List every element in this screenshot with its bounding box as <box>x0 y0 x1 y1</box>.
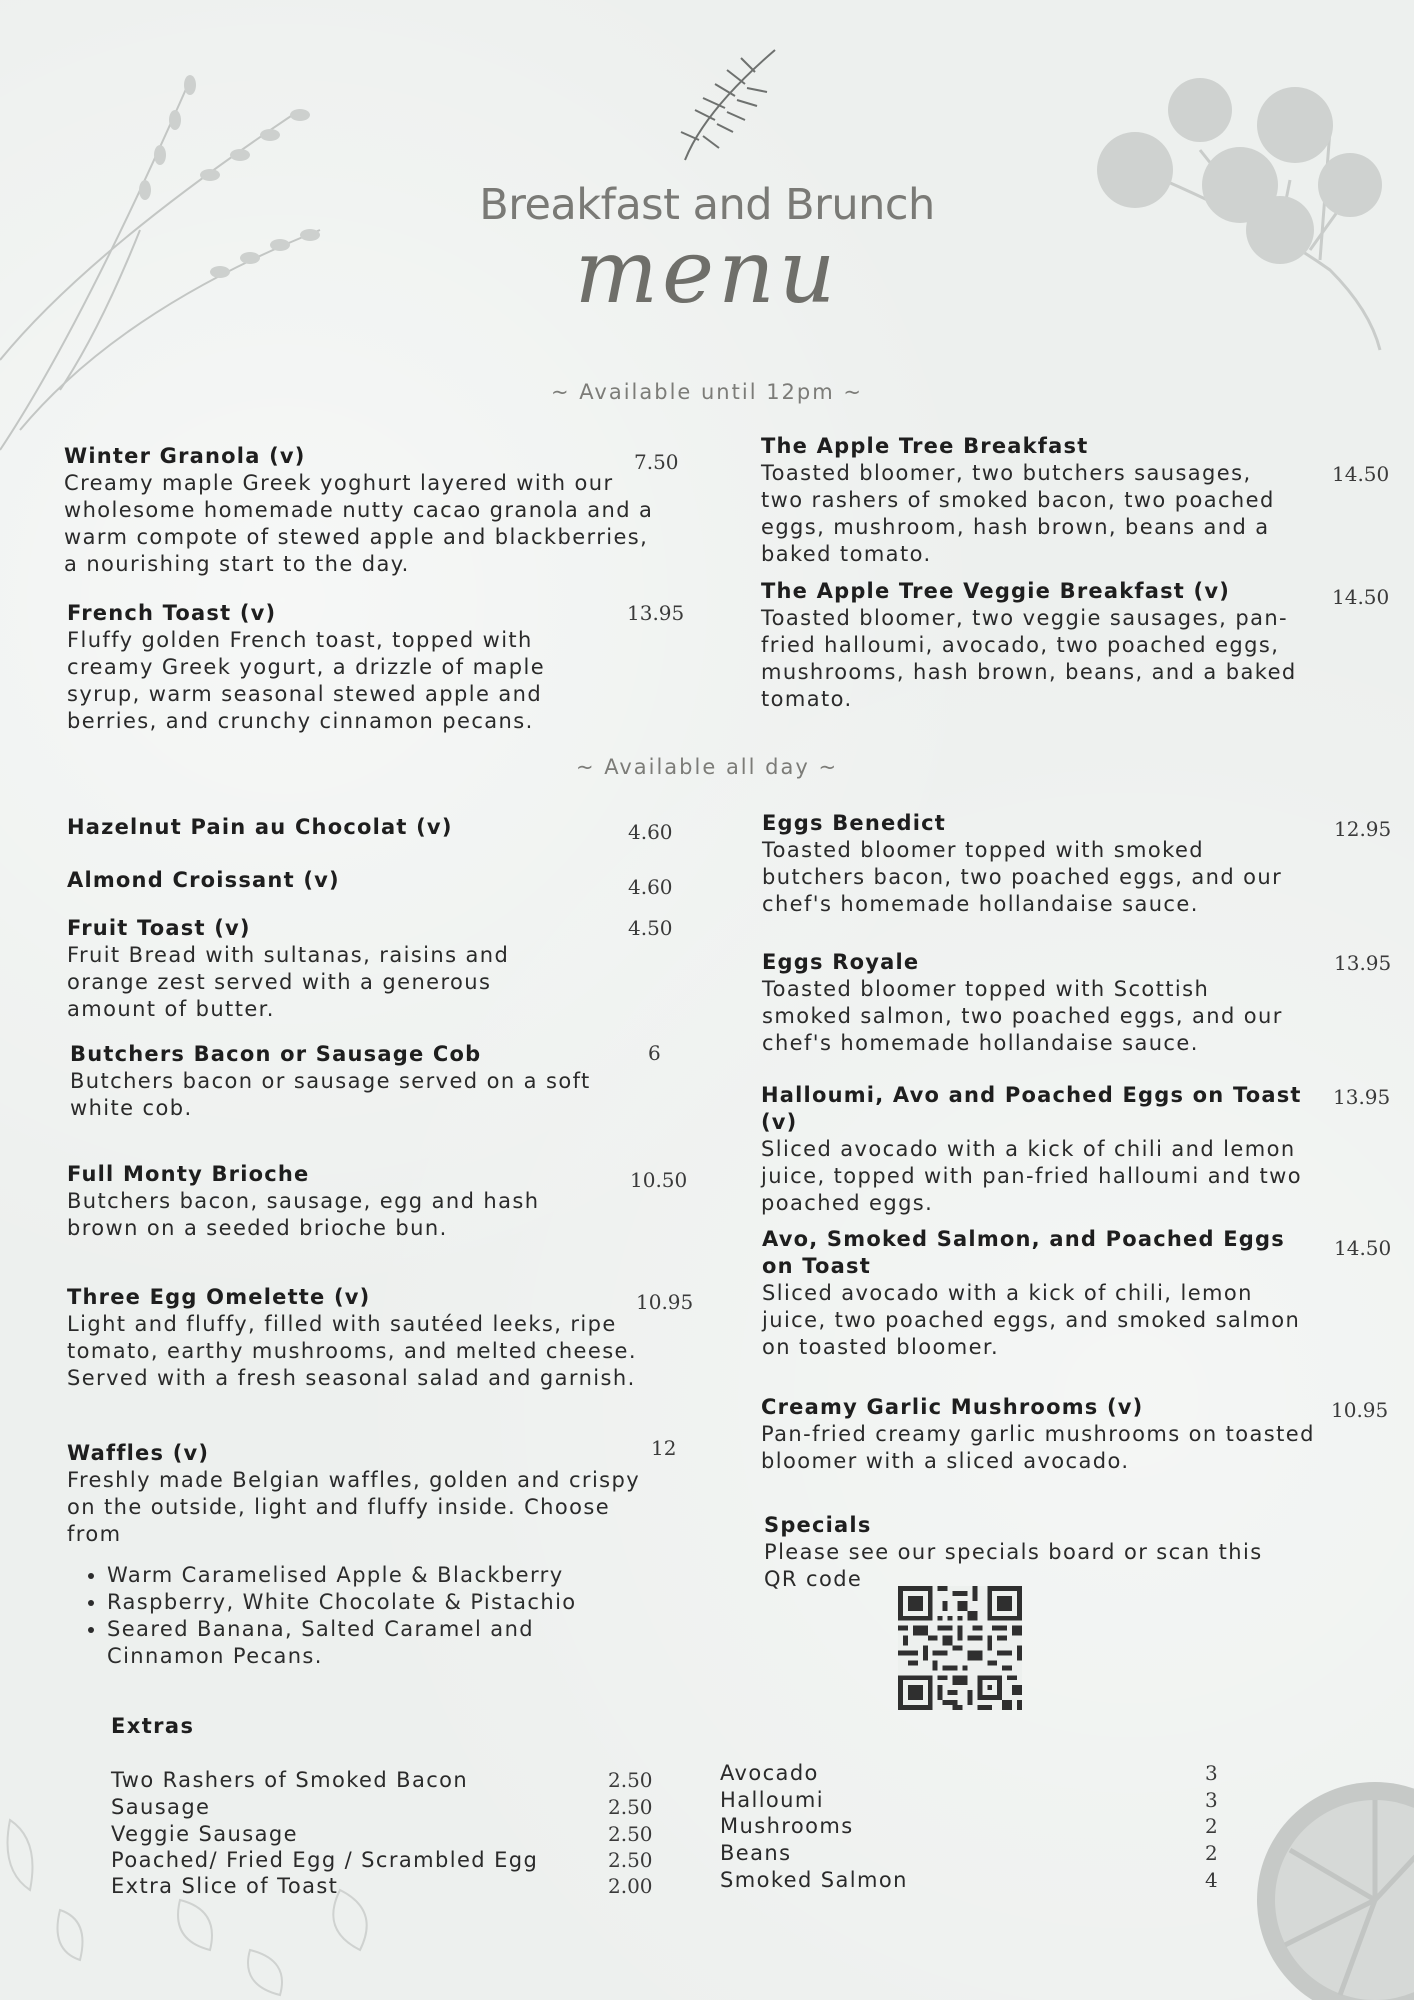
extra-item-name: Veggie Sausage <box>111 1822 298 1846</box>
item-name: Halloumi, Avo and Poached Eggs on Toast (v) <box>761 1083 1302 1134</box>
item-name: Three Egg Omelette (v) <box>67 1285 371 1309</box>
item-description: Fruit Bread with sultanas, raisins and orange zest served with a generous amount of butter. <box>67 943 510 1021</box>
item-name: The Apple Tree Breakfast <box>761 434 1089 458</box>
item-price: 4.50 <box>628 916 673 940</box>
item-name: French Toast (v) <box>67 601 277 625</box>
item-description: Butchers bacon or sausage served on a soft white cob. <box>70 1069 591 1120</box>
item-name: Full Monty Brioche <box>67 1162 310 1186</box>
extra-item-price: 2.00 <box>608 1874 653 1898</box>
extra-item-price: 2.50 <box>608 1822 653 1846</box>
item-name: Winter Granola (v) <box>64 444 306 468</box>
item-price: 10.95 <box>1331 1398 1389 1422</box>
extra-item-price: 2 <box>1205 1814 1218 1838</box>
menu-item <box>761 578 1321 713</box>
extra-item-name: Sausage <box>111 1795 211 1819</box>
item-price: 14.50 <box>1332 585 1390 609</box>
item-description: Sliced avocado with a kick of chili and lemon juice, topped with pan-fried halloumi and two poached eggs. <box>761 1137 1302 1215</box>
menu-item <box>761 1394 1321 1475</box>
specials-text: Please see our specials board or scan this QR code <box>764 1540 1263 1591</box>
extra-item-name: Poached/ Fried Egg / Scrambled Egg <box>111 1848 539 1872</box>
extra-item-price: 3 <box>1205 1788 1218 1812</box>
extra-item-name: Beans <box>720 1841 792 1865</box>
item-price: 13.95 <box>1334 951 1392 975</box>
item-description: Toasted bloomer, two veggie sausages, pan-fried halloumi, avocado, two poached eggs, mushrooms, hash brown, beans, and a baked tomato. <box>761 606 1297 711</box>
item-name: Eggs Benedict <box>762 811 946 835</box>
extra-item-price: 3 <box>1205 1761 1218 1785</box>
item-price: 7.50 <box>634 450 679 474</box>
section-heading-morning: ~ Available until 12pm ~ <box>551 380 863 404</box>
menu-item <box>67 867 627 894</box>
item-description: Pan-fried creamy garlic mushrooms on toasted bloomer with a sliced avocado. <box>761 1422 1315 1473</box>
item-description: Toasted bloomer, two butchers sausages, two rashers of smoked bacon, two poached eggs, mushroom, hash brown, beans and a baked tomato. <box>761 461 1275 566</box>
menu-script-heading: menu <box>574 220 840 323</box>
lemon-slice-icon <box>1245 1765 1414 2000</box>
list-item: • Seared Banana, Salted Caramel and Cinnamon Pecans. <box>107 1616 647 1670</box>
extra-item-price: 4 <box>1205 1868 1218 1892</box>
herb-sprig-icon <box>655 40 785 170</box>
specials-title: Specials <box>764 1513 872 1537</box>
item-description: Toasted bloomer topped with smoked butchers bacon, two poached eggs, and our chef's homemade hollandaise sauce. <box>762 838 1283 916</box>
item-description: Light and fluffy, filled with sautéed leeks, ripe tomato, earthy mushrooms, and melted cheese. Served with a fresh seasonal salad and garnish. <box>67 1312 637 1390</box>
item-description: Creamy maple Greek yoghurt layered with our wholesome homemade nutty cacao granola and a warm compote of stewed apple and blackberries, a nourishing start to the day. <box>64 471 654 576</box>
item-name: Hazelnut Pain au Chocolat (v) <box>67 815 453 839</box>
specials-block <box>764 1512 1304 1593</box>
item-price: 12.95 <box>1334 817 1392 841</box>
item-price: 4.60 <box>628 875 673 899</box>
extra-item-price: 2.50 <box>608 1768 653 1792</box>
menu-item <box>67 915 567 1023</box>
qr-code-icon[interactable] <box>898 1586 1022 1710</box>
item-price: 4.60 <box>628 820 673 844</box>
menu-item <box>762 810 1302 918</box>
item-description: Toasted bloomer topped with Scottish smoked salmon, two poached eggs, and our chef's homemade hollandaise sauce. <box>762 977 1283 1055</box>
extra-item-name: Smoked Salmon <box>720 1868 908 1892</box>
menu-item <box>64 443 654 578</box>
section-heading-all-day: ~ Available all day ~ <box>575 755 839 779</box>
item-name: Almond Croissant (v) <box>67 868 340 892</box>
menu-title: Breakfast and Brunch <box>479 180 935 230</box>
menu-item <box>762 949 1302 1057</box>
item-description: Freshly made Belgian waffles, golden and crispy on the outside, light and fluffy inside. Choose from <box>67 1468 641 1546</box>
menu-item <box>67 600 587 735</box>
menu-item <box>762 1226 1322 1361</box>
waffle-options-list <box>67 1562 647 1670</box>
menu-item <box>761 433 1301 568</box>
item-price: 13.95 <box>1333 1085 1391 1109</box>
menu-item <box>67 1440 647 1670</box>
item-name: Waffles (v) <box>67 1441 210 1465</box>
list-item: • Raspberry, White Chocolate & Pistachio <box>107 1589 647 1616</box>
extra-item-price: 2 <box>1205 1841 1218 1865</box>
item-description: Fluffy golden French toast, topped with creamy Greek yogurt, a drizzle of maple syrup, warm seasonal stewed apple and berries, and crunchy cinnamon pecans. <box>67 628 546 733</box>
item-price: 12 <box>651 1436 677 1460</box>
extra-item-name: Avocado <box>720 1761 819 1785</box>
extra-item-price: 2.50 <box>608 1795 653 1819</box>
item-description: Sliced avocado with a kick of chili, lemon juice, two poached eggs, and smoked salmon on toasted bloomer. <box>762 1281 1301 1359</box>
item-name: Fruit Toast (v) <box>67 916 251 940</box>
item-price: 10.95 <box>636 1290 694 1314</box>
item-price: 6 <box>648 1041 661 1065</box>
item-price: 14.50 <box>1332 462 1390 486</box>
menu-item <box>67 814 627 841</box>
menu-item <box>67 1161 587 1242</box>
item-name: The Apple Tree Veggie Breakfast (v) <box>761 579 1231 603</box>
item-price: 10.50 <box>630 1168 688 1192</box>
extra-item-name: Two Rashers of Smoked Bacon <box>111 1768 469 1792</box>
menu-item <box>70 1041 630 1122</box>
extra-item-name: Mushrooms <box>720 1814 854 1838</box>
list-item: • Warm Caramelised Apple & Blackberry <box>107 1562 647 1589</box>
item-name: Butchers Bacon or Sausage Cob <box>70 1042 482 1066</box>
item-name: Creamy Garlic Mushrooms (v) <box>761 1395 1144 1419</box>
extras-title: Extras <box>111 1714 195 1738</box>
item-name: Eggs Royale <box>762 950 920 974</box>
extra-item-name: Halloumi <box>720 1788 824 1812</box>
item-price: 14.50 <box>1334 1236 1392 1260</box>
item-name: Avo, Smoked Salmon, and Poached Eggs on Toast <box>762 1227 1285 1278</box>
extra-item-name: Extra Slice of Toast <box>111 1874 339 1898</box>
item-description: Butchers bacon, sausage, egg and hash brown on a seeded brioche bun. <box>67 1189 540 1240</box>
menu-item <box>67 1284 667 1392</box>
menu-item <box>761 1082 1341 1217</box>
item-price: 13.95 <box>627 601 685 625</box>
extra-item-price: 2.50 <box>608 1848 653 1872</box>
